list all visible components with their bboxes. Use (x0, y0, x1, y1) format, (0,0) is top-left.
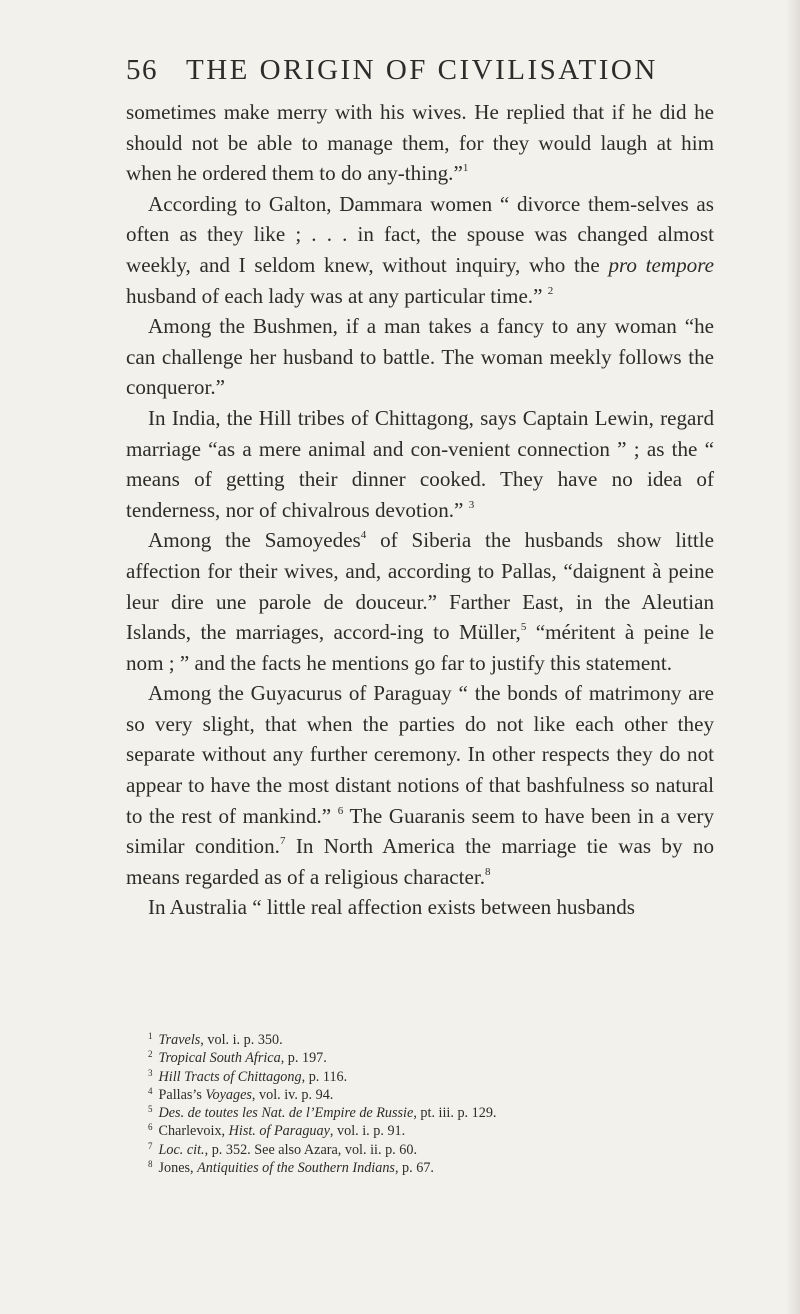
footnote-number: 8 (148, 1159, 153, 1170)
footnote-number: 4 (148, 1085, 153, 1096)
footnote-ref: 5 (520, 621, 527, 634)
italic-text: Antiquities of the Southern Indians (197, 1160, 395, 1177)
text-run: , p. 197. (280, 1050, 327, 1067)
footnote-ref: 2 (547, 284, 554, 297)
text-run: “méritent à peine le nom ; ” and the facts he mentions go far to justify this statement. (126, 620, 714, 675)
italic-text: pro tempore (608, 252, 715, 277)
text-run: According to Galton, Dammara women “ divorce them-selves as often as they like ; . . . in fact, the spouse was changed almost weekly, and I seldom knew, without inquiry, who the (126, 191, 714, 277)
body-text (126, 97, 714, 923)
text-run: In Australia “ little real affection exists between husbands (148, 895, 635, 920)
footnote (148, 1068, 708, 1086)
italic-text: Tropical South Africa (158, 1050, 281, 1067)
footnote-ref: 1 (462, 162, 469, 175)
paragraph (126, 311, 714, 403)
footnote-number: 7 (148, 1140, 153, 1151)
text-run: , p. 67. (394, 1160, 434, 1177)
italic-text: Hist. of Paraguay (228, 1123, 330, 1140)
text-run: Jones, (158, 1160, 198, 1177)
paragraph (126, 403, 714, 525)
text-run: , p. 116. (301, 1068, 348, 1085)
paragraph (126, 892, 714, 923)
footnote (148, 1031, 708, 1049)
italic-text: Loc. cit. (158, 1141, 205, 1158)
text-run: Charlevoix, (158, 1123, 229, 1140)
text-run: sometimes make merry with his wives. He replied that if he did he should not be able to manage them, for they would laugh at him when he ordered them to do any-thing.” (126, 100, 714, 186)
italic-text: Travels (158, 1032, 201, 1048)
footnote-number: 3 (148, 1067, 153, 1078)
footnote-number: 6 (148, 1122, 153, 1133)
italic-text: Des. de toutes les Nat. de l’Empire de Russie (158, 1105, 414, 1122)
footnote (148, 1122, 708, 1140)
footnote (148, 1159, 708, 1177)
text-run: Pallas’s (158, 1086, 206, 1103)
text-run: Among the Samoyedes (148, 528, 361, 553)
paragraph (126, 97, 714, 189)
footnote-ref: 8 (485, 865, 491, 878)
text-run: , vol. i. p. 350. (200, 1032, 283, 1048)
footnote-ref: 4 (360, 529, 367, 542)
text-run: In North America the marriage tie was by no means regarded as of a religious character. (126, 834, 714, 889)
italic-text: Hill Tracts of Chittagong (158, 1068, 302, 1085)
running-title: THE ORIGIN OF CIVILISATION (186, 54, 658, 86)
text-run: of Siberia the husbands show little affection for their wives, and, according to Pallas, “daignent à peine leur dire une parole de douceur.” Farther East, in the Aleutian Islands, the marriages, accord-ing to Müller, (126, 528, 714, 645)
footnote-number: 1 (148, 1031, 153, 1041)
paragraph (126, 678, 714, 892)
text-run: , pt. iii. p. 129. (413, 1105, 497, 1122)
footnote-number: 2 (148, 1049, 153, 1060)
footnote (148, 1049, 708, 1067)
footnote (148, 1086, 708, 1104)
text-run: , p. 352. See also Azara, vol. ii. p. 60. (204, 1141, 417, 1158)
footnote-ref: 3 (468, 498, 475, 511)
footnote (148, 1104, 708, 1122)
page-edge-shadow (786, 0, 800, 1314)
italic-text: Voyages (205, 1086, 252, 1103)
footnotes (148, 1031, 708, 1177)
text-run: The Guaranis seem to have been in a very similar condition. (126, 803, 714, 859)
footnote (148, 1141, 708, 1159)
text-run: , vol. iv. p. 94. (251, 1086, 334, 1103)
text-run: husband of each lady was at any particular time.” (126, 283, 548, 308)
paragraph (126, 525, 714, 678)
text-run: , vol. i. p. 91. (329, 1123, 406, 1140)
page-header (126, 54, 726, 94)
page-number: 56 (126, 54, 158, 86)
text-run: Among the Bushmen, if a man takes a fancy to any woman “he can challenge her husband to battle. The woman meekly follows the conqueror.” (126, 314, 714, 400)
footnote-number: 5 (148, 1104, 153, 1115)
text-run: In India, the Hill tribes of Chittagong, says Captain Lewin, regard marriage “as a mere animal and con-venient connection ” ; as the “ means of getting their dinner cooked. They have no idea of tenderness, nor of chivalrous devotion.” (126, 405, 714, 522)
footnote-ref: 7 (279, 835, 286, 848)
footnote-ref: 6 (337, 804, 344, 817)
paragraph (126, 189, 714, 311)
text-run: Among the Guyacurus of Paraguay “ the bonds of matrimony are so very slight, that when the parties do not like each other they separate without any further ceremony. In other respects they do not appear to have the most distant notions of that bashfulness so natural to the rest of mankind.” (126, 681, 714, 828)
